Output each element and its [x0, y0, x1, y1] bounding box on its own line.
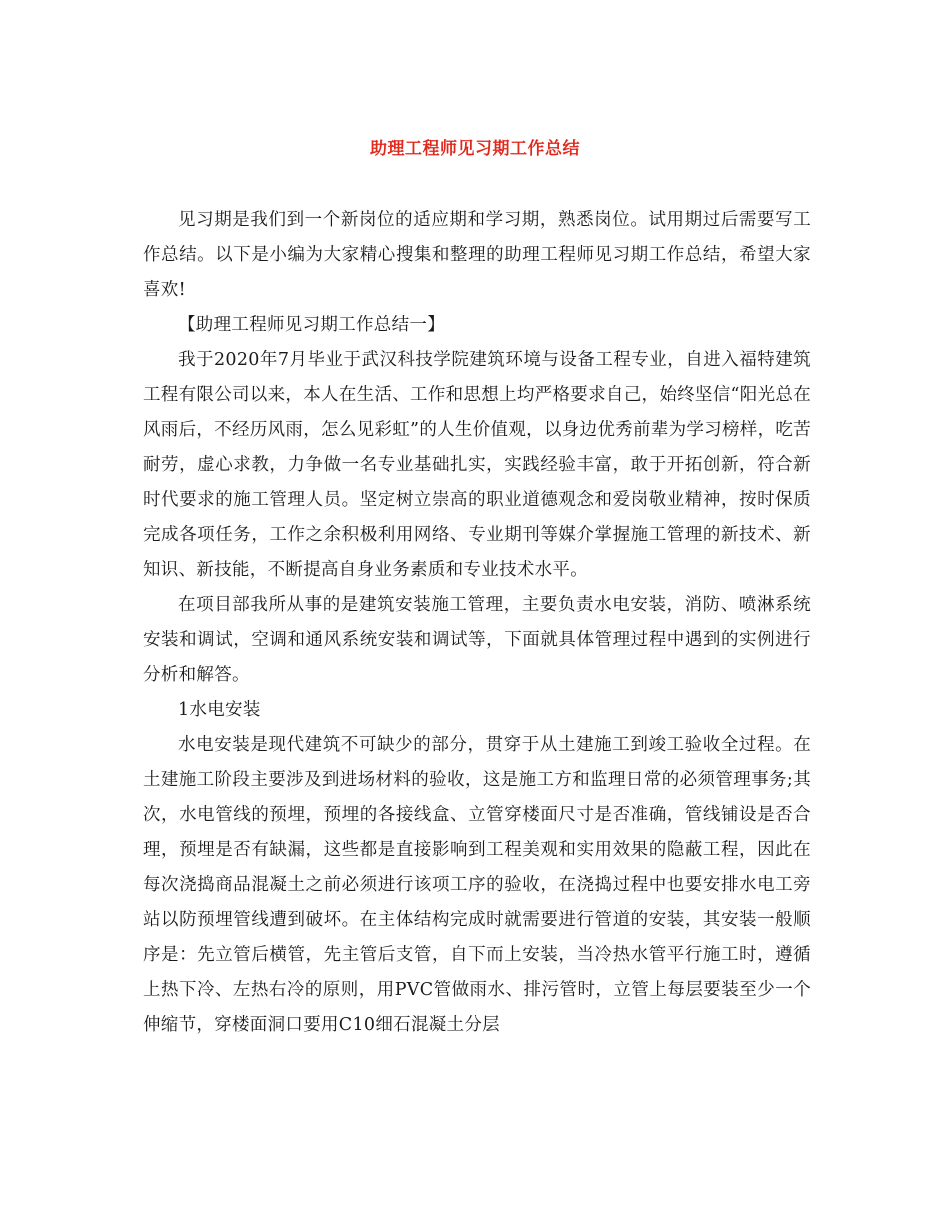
intro-paragraph: 见习期是我们到一个新岗位的适应期和学习期，熟悉岗位。试用期过后需要写工作总结。以下是小编为大家精心搜集和整理的助理工程师见习期工作总结，希望大家喜欢!: [143, 210, 811, 300]
body-paragraph: 水电安装是现代建筑不可缺少的部分，贯穿于从土建施工到竣工验收全过程。在土建施工阶段主要涉及到进场材料的验收，这是施工方和监理日常的必须管理事务;其次，水电管线的预埋，预埋的各接线盒、立管穿楼面尺寸是否准确，管线铺设是否合理，预埋是否有缺漏，这些都是直接影响到工程美观和实用效果的隐蔽工程，因此在每次浇捣商品混凝土之前必须进行该项工序的验收，在浇捣过程中也要安排水电工旁站以防预埋管线遭到破坏。在主体结构完成时就需要进行管道的安装，其安装一般顺序是：先立管后横管，先主管后支管，自下而上安装，当冷热水管平行施工时，遵循上热下冷、左热右冷的原则，用PVC管做雨水、排污管时，立管上每层要装至少一个伸缩节，穿楼面洞口要用C10细石混凝土分层: [143, 735, 811, 1035]
document-title: 助理工程师见习期工作总结: [370, 139, 580, 159]
section-heading: 【助理工程师见习期工作总结一】: [178, 315, 445, 335]
body-paragraph: 在项目部我所从事的是建筑安装施工管理，主要负责水电安装，消防、喷淋系统安装和调试，空调和通风系统安装和调试等，下面就具体管理过程中遇到的实例进行分析和解答。: [143, 595, 811, 685]
body-paragraph: 我于2020年7月毕业于武汉科技学院建筑环境与设备工程专业，自进入福特建筑工程有限公司以来，本人在生活、工作和思想上均严格要求自己，始终坚信“阳光总在风雨后，不经历风雨，怎么见彩虹”的人生价值观，以身边优秀前辈为学习榜样，吃苦耐劳，虚心求教，力争做一名专业基础扎实，实践经验丰富，敢于开拓创新，符合新时代要求的施工管理人员。坚定树立崇高的职业道德观念和爱岗敬业精神，按时保质完成各项任务，工作之余积极利用网络、专业期刊等媒介掌握施工管理的新技术、新知识、新技能，不断提高自身业务素质和专业技术水平。: [143, 350, 811, 580]
subsection-heading: 1水电安装: [178, 700, 261, 720]
document-body: [143, 203, 811, 1043]
